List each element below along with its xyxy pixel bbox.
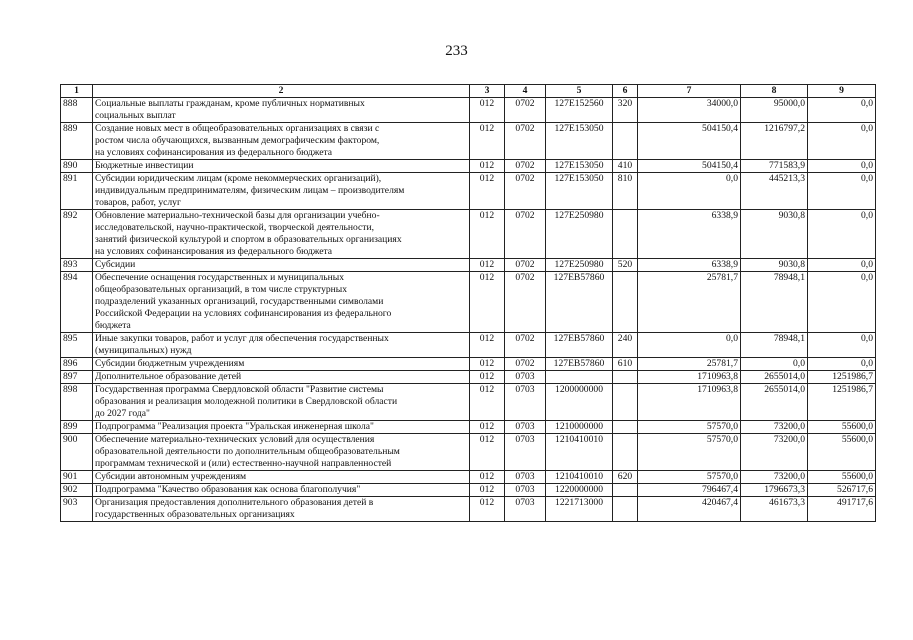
item-name: Государственная программа Свердловской области "Развитие системы образования и реализация молодежной политики в Свердловской области до 2027 года" <box>93 384 470 421</box>
amount-col-9: 0,0 <box>808 259 876 272</box>
row-number: 895 <box>61 333 93 358</box>
expense-type-code: 610 <box>613 358 638 371</box>
table-row <box>61 272 876 333</box>
amount-col-7: 6338,9 <box>638 210 741 259</box>
amount-col-7: 504150,4 <box>638 160 741 173</box>
admin-code: 012 <box>470 421 505 434</box>
target-code: 1210410010 <box>546 434 613 471</box>
item-name: Подпрограмма "Качество образования как основа благополучия" <box>93 484 470 497</box>
table-row <box>61 210 876 259</box>
header-cell: 6 <box>613 85 638 98</box>
expense-type-code: 620 <box>613 471 638 484</box>
section-code: 0702 <box>505 259 546 272</box>
budget-table <box>60 84 876 522</box>
expense-type-code: 320 <box>613 98 638 123</box>
table-row <box>61 484 876 497</box>
section-code: 0702 <box>505 160 546 173</box>
target-code: 1210000000 <box>546 421 613 434</box>
row-number: 892 <box>61 210 93 259</box>
page-number: 233 <box>445 43 468 59</box>
amount-col-8: 9030,8 <box>741 210 808 259</box>
amount-col-8: 1796673,3 <box>741 484 808 497</box>
expense-type-code <box>613 123 638 160</box>
amount-col-7: 1710963,8 <box>638 371 741 384</box>
target-code: 1200000000 <box>546 384 613 421</box>
table-row <box>61 259 876 272</box>
amount-col-7: 25781,7 <box>638 358 741 371</box>
admin-code: 012 <box>470 259 505 272</box>
row-number: 891 <box>61 173 93 210</box>
amount-col-7: 504150,4 <box>638 123 741 160</box>
item-name: Иные закупки товаров, работ и услуг для обеспечения государственных (муниципальных) нужд <box>93 333 470 358</box>
target-code: 127EB57860 <box>546 333 613 358</box>
table-row <box>61 421 876 434</box>
table-row <box>61 98 876 123</box>
amount-col-8: 771583,9 <box>741 160 808 173</box>
item-name: Социальные выплаты гражданам, кроме публичных нормативных социальных выплат <box>93 98 470 123</box>
expense-type-code <box>613 421 638 434</box>
amount-col-9: 0,0 <box>808 160 876 173</box>
amount-col-8: 78948,1 <box>741 333 808 358</box>
amount-col-8: 445213,3 <box>741 173 808 210</box>
amount-col-7: 57570,0 <box>638 434 741 471</box>
amount-col-7: 420467,4 <box>638 497 741 522</box>
admin-code: 012 <box>470 471 505 484</box>
amount-col-8: 73200,0 <box>741 421 808 434</box>
table-row <box>61 358 876 371</box>
target-code: 127E153050 <box>546 173 613 210</box>
amount-col-9: 0,0 <box>808 333 876 358</box>
amount-col-9: 0,0 <box>808 210 876 259</box>
row-number: 888 <box>61 98 93 123</box>
row-number: 900 <box>61 434 93 471</box>
item-name: Субсидии <box>93 259 470 272</box>
row-number: 897 <box>61 371 93 384</box>
header-cell: 3 <box>470 85 505 98</box>
amount-col-8: 2655014,0 <box>741 371 808 384</box>
admin-code: 012 <box>470 371 505 384</box>
admin-code: 012 <box>470 98 505 123</box>
expense-type-code: 240 <box>613 333 638 358</box>
row-number: 899 <box>61 421 93 434</box>
amount-col-8: 9030,8 <box>741 259 808 272</box>
expense-type-code <box>613 484 638 497</box>
admin-code: 012 <box>470 272 505 333</box>
admin-code: 012 <box>470 484 505 497</box>
amount-col-8: 0,0 <box>741 358 808 371</box>
header-cell: 7 <box>638 85 741 98</box>
section-code: 0702 <box>505 358 546 371</box>
section-code: 0702 <box>505 123 546 160</box>
row-number: 902 <box>61 484 93 497</box>
row-number: 903 <box>61 497 93 522</box>
expense-type-code <box>613 210 638 259</box>
amount-col-8: 2655014,0 <box>741 384 808 421</box>
amount-col-9: 491717,6 <box>808 497 876 522</box>
header-cell: 8 <box>741 85 808 98</box>
expense-type-code <box>613 497 638 522</box>
amount-col-7: 57570,0 <box>638 421 741 434</box>
header-row <box>61 85 876 98</box>
expense-type-code <box>613 272 638 333</box>
item-name: Бюджетные инвестиции <box>93 160 470 173</box>
amount-col-9: 0,0 <box>808 358 876 371</box>
target-code: 127EB57860 <box>546 358 613 371</box>
expense-type-code <box>613 434 638 471</box>
target-code: 127E250980 <box>546 259 613 272</box>
header-cell: 4 <box>505 85 546 98</box>
row-number: 893 <box>61 259 93 272</box>
section-code: 0703 <box>505 471 546 484</box>
amount-col-9: 55600,0 <box>808 421 876 434</box>
admin-code: 012 <box>470 497 505 522</box>
amount-col-7: 6338,9 <box>638 259 741 272</box>
amount-col-7: 0,0 <box>638 173 741 210</box>
table-row <box>61 371 876 384</box>
target-code: 1220000000 <box>546 484 613 497</box>
admin-code: 012 <box>470 160 505 173</box>
admin-code: 012 <box>470 210 505 259</box>
target-code: 127E152560 <box>546 98 613 123</box>
item-name: Дополнительное образование детей <box>93 371 470 384</box>
admin-code: 012 <box>470 123 505 160</box>
amount-col-9: 1251986,7 <box>808 371 876 384</box>
amount-col-7: 1710963,8 <box>638 384 741 421</box>
amount-col-7: 34000,0 <box>638 98 741 123</box>
header-cell: 9 <box>808 85 876 98</box>
item-name: Организация предоставления дополнительного образования детей в государственных образовательных организациях <box>93 497 470 522</box>
amount-col-8: 95000,0 <box>741 98 808 123</box>
expense-type-code: 810 <box>613 173 638 210</box>
section-code: 0702 <box>505 173 546 210</box>
amount-col-9: 0,0 <box>808 173 876 210</box>
target-code: 127E153050 <box>546 160 613 173</box>
section-code: 0702 <box>505 210 546 259</box>
amount-col-9: 1251986,7 <box>808 384 876 421</box>
item-name: Обеспечение оснащения государственных и муниципальных общеобразовательных организаций, в том числе структурных подразделений указанных организаций, государственными символами Российской Федерации на условиях софинансирования из федерального бюджета <box>93 272 470 333</box>
section-code: 0703 <box>505 371 546 384</box>
section-code: 0703 <box>505 497 546 522</box>
target-code: 127E250980 <box>546 210 613 259</box>
amount-col-7: 57570,0 <box>638 471 741 484</box>
amount-col-8: 1216797,2 <box>741 123 808 160</box>
section-code: 0702 <box>505 272 546 333</box>
amount-col-9: 0,0 <box>808 123 876 160</box>
section-code: 0703 <box>505 421 546 434</box>
amount-col-9: 0,0 <box>808 98 876 123</box>
row-number: 898 <box>61 384 93 421</box>
expense-type-code <box>613 384 638 421</box>
section-code: 0703 <box>505 384 546 421</box>
header-cell: 1 <box>61 85 93 98</box>
admin-code: 012 <box>470 358 505 371</box>
section-code: 0703 <box>505 434 546 471</box>
admin-code: 012 <box>470 384 505 421</box>
section-code: 0702 <box>505 333 546 358</box>
amount-col-9: 55600,0 <box>808 434 876 471</box>
row-number: 889 <box>61 123 93 160</box>
admin-code: 012 <box>470 333 505 358</box>
admin-code: 012 <box>470 173 505 210</box>
amount-col-9: 0,0 <box>808 272 876 333</box>
target-code: 1221713000 <box>546 497 613 522</box>
item-name: Создание новых мест в общеобразовательных организациях в связи с ростом числа обучающихся, вызванным демографическим фактором, на условиях софинансирования из федерального бюджета <box>93 123 470 160</box>
amount-col-8: 461673,3 <box>741 497 808 522</box>
item-name: Субсидии автономным учреждениям <box>93 471 470 484</box>
expense-type-code: 520 <box>613 259 638 272</box>
table-row <box>61 173 876 210</box>
table-row <box>61 434 876 471</box>
amount-col-7: 25781,7 <box>638 272 741 333</box>
row-number: 890 <box>61 160 93 173</box>
row-number: 894 <box>61 272 93 333</box>
item-name: Субсидии бюджетным учреждениям <box>93 358 470 371</box>
expense-type-code <box>613 371 638 384</box>
item-name: Субсидии юридическим лицам (кроме некоммерческих организаций), индивидуальным предпринимателям, физическим лицам – производителям товаров, работ, услуг <box>93 173 470 210</box>
table-row <box>61 333 876 358</box>
table-row <box>61 471 876 484</box>
item-name: Обновление материально-технической базы для организации учебно- исследовательской, научно-практической, творческой деятельности, занятий физической культурой и спортом в образовательных организациях на условиях софинансирования из федерального бюджета <box>93 210 470 259</box>
target-code <box>546 371 613 384</box>
amount-col-8: 78948,1 <box>741 272 808 333</box>
table-row <box>61 497 876 522</box>
row-number: 901 <box>61 471 93 484</box>
expense-type-code: 410 <box>613 160 638 173</box>
item-name: Подпрограмма "Реализация проекта "Уральская инженерная школа" <box>93 421 470 434</box>
table-row <box>61 160 876 173</box>
amount-col-9: 55600,0 <box>808 471 876 484</box>
table-row <box>61 384 876 421</box>
item-name: Обеспечение материально-технических условий для осуществления образовательной деятельности по дополнительным общеобразовательным программам технической и (или) естественно-научной направленностей <box>93 434 470 471</box>
amount-col-8: 73200,0 <box>741 471 808 484</box>
table-row <box>61 123 876 160</box>
amount-col-9: 526717,6 <box>808 484 876 497</box>
section-code: 0702 <box>505 98 546 123</box>
target-code: 127E153050 <box>546 123 613 160</box>
row-number: 896 <box>61 358 93 371</box>
amount-col-7: 0,0 <box>638 333 741 358</box>
amount-col-8: 73200,0 <box>741 434 808 471</box>
header-cell: 2 <box>93 85 470 98</box>
amount-col-7: 796467,4 <box>638 484 741 497</box>
admin-code: 012 <box>470 434 505 471</box>
target-code: 1210410010 <box>546 471 613 484</box>
header-cell: 5 <box>546 85 613 98</box>
section-code: 0703 <box>505 484 546 497</box>
target-code: 127EB57860 <box>546 272 613 333</box>
